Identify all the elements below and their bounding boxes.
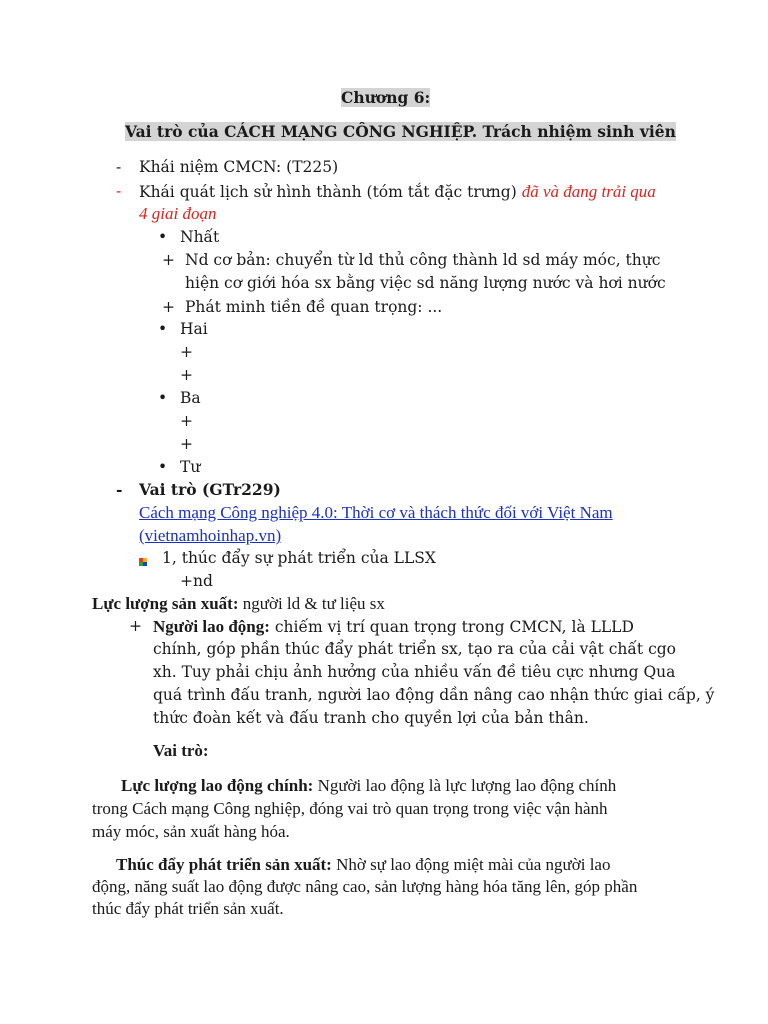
para-2-line-2: động, năng suất lao động được nâng cao, sản lượng hàng hóa tăng lên, góp phần — [92, 877, 638, 896]
article-link-line-1[interactable]: Cách mạng Công nghiệp 4.0: Thời cơ và thách thức đối với Việt Nam — [139, 503, 613, 522]
bullet: • — [158, 320, 168, 338]
nguoi-ld-line-1 — [153, 617, 634, 637]
stage-ba: Ba — [180, 389, 201, 407]
chapter-heading: Chương 6: — [341, 88, 431, 107]
para-1-label: Lực lượng lao động chính: — [121, 776, 314, 795]
nd-line-1: Nd cơ bản: chuyển từ ld thủ công thành ld sd máy móc, thực — [185, 251, 661, 269]
plus-marker: + — [180, 412, 193, 430]
dash-marker: - — [116, 480, 123, 499]
plus-marker: + — [162, 251, 175, 269]
khai-niem-item: Khái niệm CMCN: (T225) — [139, 158, 339, 176]
vai-tro-item: Vai trò (GTr229) — [139, 480, 281, 499]
para-2-label: Thúc đẩy phát triển sản xuất: — [116, 855, 332, 874]
plus-nd-item: +nd — [180, 572, 213, 590]
khai-quat-red-text: đã và đang trải qua — [521, 182, 656, 201]
para-1-line-2: trong Cách mạng Công nghiệp, đóng vai trò quan trọng trong việc vận hành — [92, 799, 608, 818]
stage-tu: Tư — [180, 458, 201, 476]
plus-marker: + — [180, 366, 193, 384]
thuc-day-item: 1, thúc đẩy sự phát triển của LLSX — [162, 549, 436, 567]
plus-marker: + — [162, 298, 175, 316]
vai-tro-heading: Vai trò: — [153, 741, 209, 760]
dash-marker-red: - — [116, 182, 122, 200]
stage-hai: Hai — [180, 320, 208, 338]
nguoi-ld-label: Người lao động: — [153, 617, 270, 636]
para-1-text-1: Người lao động là lực lượng lao động chính — [313, 776, 617, 795]
khai-quat-red-text-2: 4 giai đoạn — [139, 204, 217, 223]
khai-quat-item — [139, 182, 656, 202]
para-2-text-1: Nhờ sự lao động miệt mài của người lao — [331, 855, 611, 874]
bullet: • — [158, 228, 168, 246]
llsx-text: người ld & tư liệu sx — [238, 594, 385, 613]
bullet: • — [158, 458, 168, 476]
llsx-line — [92, 594, 385, 614]
article-link-line-2[interactable]: (vietnamhoinhap.vn) — [139, 526, 282, 545]
nguoi-ld-line-4: quá trình đấu tranh, người lao động dần nâng cao nhận thức giai cấp, ý — [153, 686, 715, 704]
para-1-line-1 — [121, 776, 616, 796]
para-2-line-1 — [116, 855, 610, 875]
plus-marker: + — [180, 343, 193, 361]
nguoi-ld-line-2: chính, góp phần thúc đẩy phát triển sx, tạo ra của cải vật chất cgo — [153, 640, 677, 658]
nguoi-ld-line-5: thức đoàn kết và đấu tranh cho quyền lợi của bản thân. — [153, 709, 589, 727]
stage-nhat: Nhất — [180, 228, 220, 246]
llsx-label: Lực lượng sản xuất: — [92, 594, 239, 613]
para-2-line-3: thúc đẩy phát triển sản xuất. — [92, 899, 284, 918]
plus-marker: + — [180, 435, 193, 453]
bullet: • — [158, 389, 168, 407]
dash-marker: - — [116, 158, 122, 176]
nguoi-ld-line-3: xh. Tuy phải chịu ảnh hưởng của nhiều vấn đề tiêu cực nhưng Qua — [153, 663, 676, 681]
nguoi-ld-text-1: chiếm vị trí quan trọng trong CMCN, là LLLD — [269, 618, 634, 636]
diamond-bullet-icon — [139, 553, 148, 571]
nd-line-2: hiện cơ giới hóa sx bằng việc sd năng lượng nước và hơi nước — [185, 274, 666, 292]
document-title: Vai trò của CÁCH MẠNG CÔNG NGHIỆP. Trách nhiệm sinh viên — [125, 122, 676, 141]
plus-marker: + — [129, 617, 142, 635]
phat-minh-item: Phát minh tiền đề quan trọng: ... — [185, 298, 443, 316]
para-1-line-3: máy móc, sản xuất hàng hóa. — [92, 822, 290, 841]
khai-quat-text: Khái quát lịch sử hình thành (tóm tắt đặc trưng) — [139, 183, 517, 201]
